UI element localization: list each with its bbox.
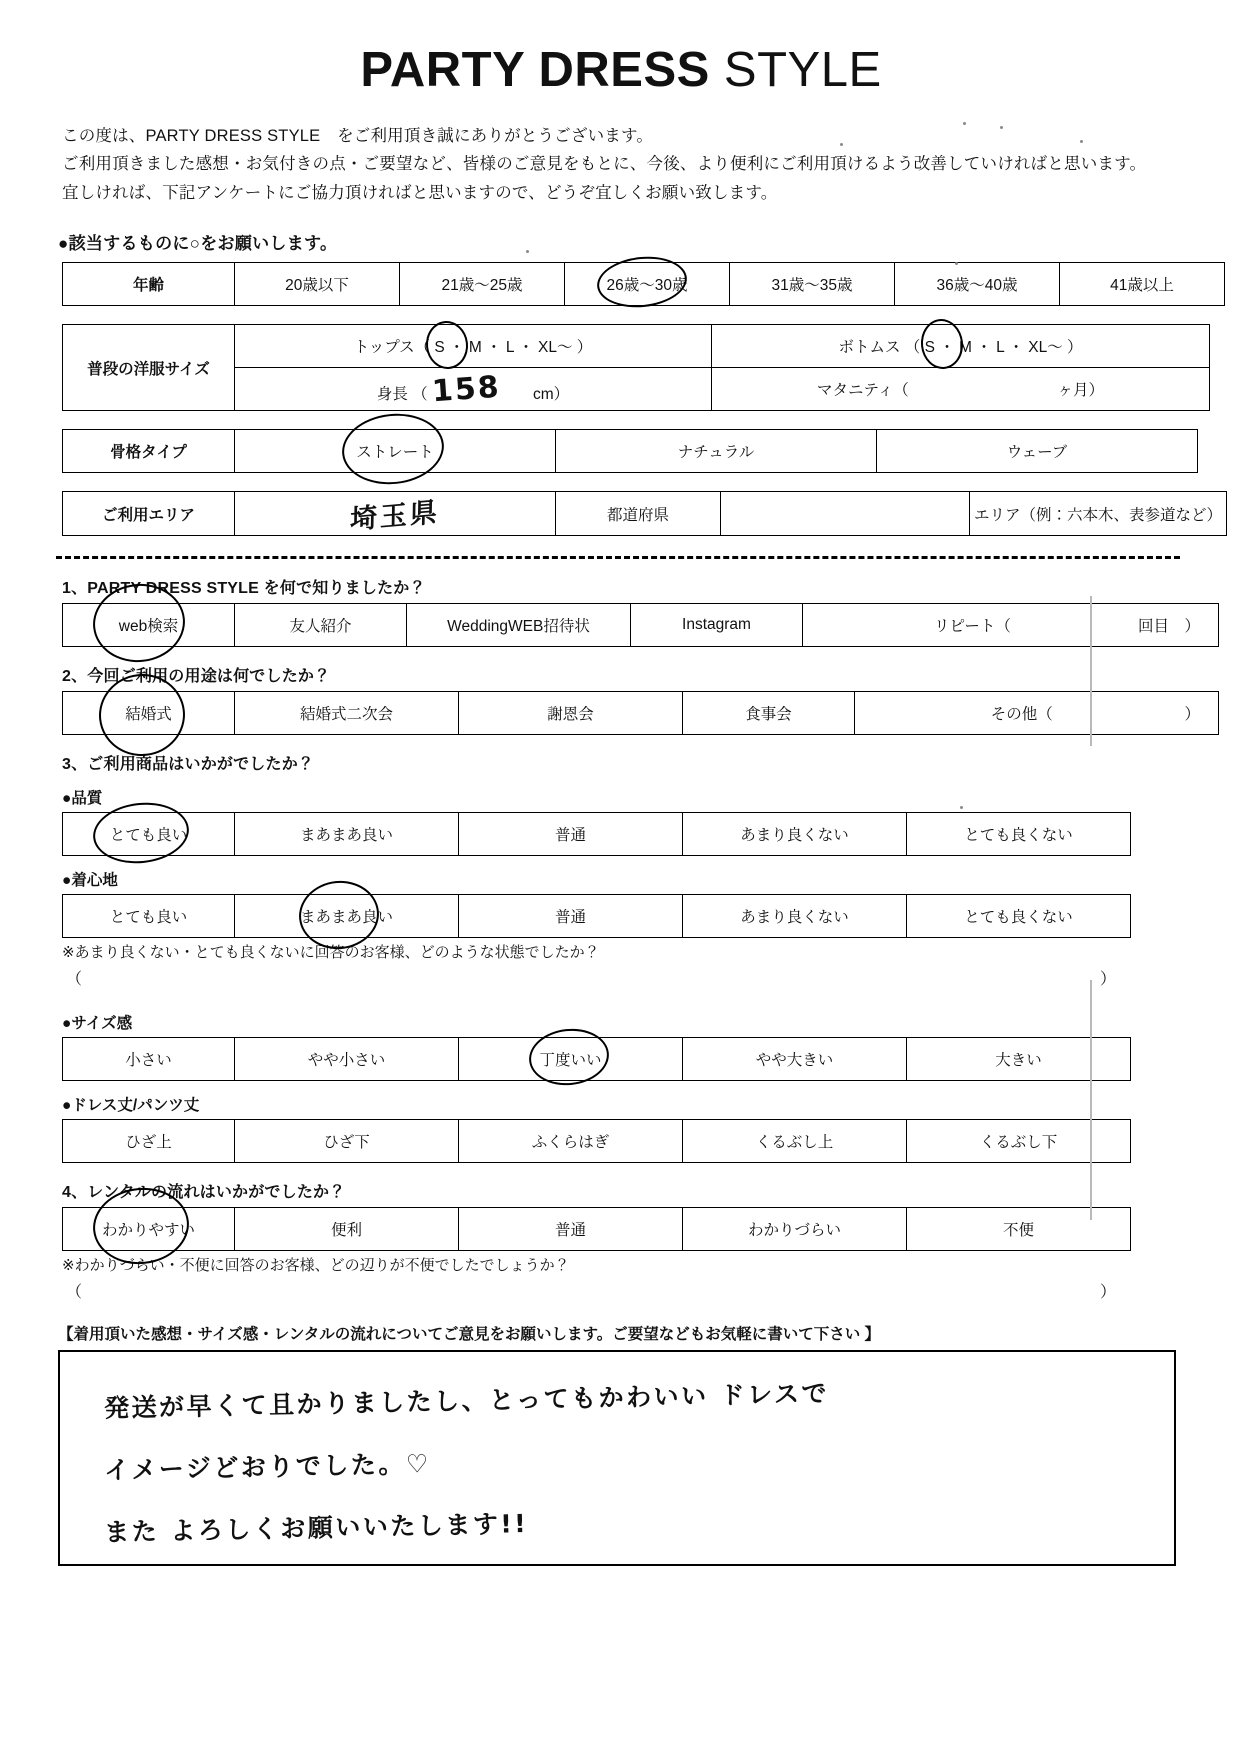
section-divider <box>56 556 1180 559</box>
q3-comfort-option-1-label: まあまあ良い <box>299 909 393 927</box>
q3-comfort-open-left: （ <box>66 971 83 989</box>
age-option-3[interactable]: 31歳〜35歳 <box>730 263 895 306</box>
q3-dress-length-row <box>63 1120 1131 1163</box>
maternity-unit: ヶ月） <box>1057 382 1104 400</box>
q3-dress-length-table <box>62 1119 1131 1163</box>
height-value-handwritten: 158 <box>430 369 502 409</box>
tops-size-cell[interactable] <box>235 325 712 368</box>
q2-other-suffix: ） <box>1184 706 1200 724</box>
clothing-size-label: 普段の洋服サイズ <box>63 325 235 411</box>
maternity-cell[interactable] <box>712 368 1210 411</box>
prefecture-cell[interactable] <box>235 492 556 536</box>
q2-option-3[interactable]: 食事会 <box>683 692 855 735</box>
q3-dress-length-option-0[interactable]: ひざ上 <box>63 1120 235 1163</box>
comment-box[interactable] <box>58 1350 1176 1566</box>
q2-other-label: その他（ <box>990 706 1053 724</box>
age-option-1[interactable]: 21歳〜25歳 <box>400 263 565 306</box>
q1-option-4[interactable] <box>803 604 1219 647</box>
q1-option-2[interactable]: WeddingWEB招待状 <box>407 604 631 647</box>
area-row <box>63 492 1227 536</box>
q3-comfort-option-3[interactable]: あまり良くない <box>683 895 907 938</box>
q2-option-0[interactable] <box>63 692 235 735</box>
age-option-2[interactable] <box>565 263 730 306</box>
intro-line-2: ご利用頂きました感想・お気付きの点・ご要望など、皆様のご意見をもとに、今後、より便利にご利用頂けるよう改善していければと思います。 <box>62 155 1147 174</box>
q2-table <box>62 691 1219 735</box>
q4-open-left: （ <box>66 1284 83 1302</box>
q1-option-0[interactable] <box>63 604 235 647</box>
height-unit: cm） <box>532 385 570 403</box>
q3-size-feel-option-1[interactable]: やや小さい <box>235 1038 459 1081</box>
scan-speck <box>840 143 843 146</box>
q3-dress-length-option-4[interactable]: くるぶし下 <box>907 1120 1131 1163</box>
q2-option-2[interactable]: 謝恩会 <box>459 692 683 735</box>
q3-quality-row <box>63 813 1131 856</box>
q3-size-feel-row <box>63 1038 1131 1081</box>
q3-quality-option-3[interactable]: あまり良くない <box>683 813 907 856</box>
q4-heading: 4、レンタルの流れはいかがでしたか？ <box>62 1184 346 1202</box>
q3-comfort-table <box>62 894 1131 938</box>
page-header <box>0 0 1242 104</box>
q3-quality-label: ●品質 <box>62 790 103 808</box>
brand-title <box>360 42 881 98</box>
q3-dress-length-option-2[interactable]: ふくらはぎ <box>459 1120 683 1163</box>
height-cell[interactable] <box>235 368 712 411</box>
q3-comfort-option-1[interactable] <box>235 895 459 938</box>
brand-title-bold: PARTY DRESS <box>360 43 710 97</box>
q3-dress-length-option-3[interactable]: くるぶし上 <box>683 1120 907 1163</box>
q1-option-3[interactable]: Instagram <box>631 604 803 647</box>
scan-speck <box>960 806 963 809</box>
frame-type-row <box>63 430 1198 473</box>
q4-row <box>63 1208 1131 1251</box>
q3-comfort-open-right: ） <box>1099 971 1116 989</box>
q3-quality-option-0[interactable] <box>63 813 235 856</box>
q1-repeat-suffix: 回目 ） <box>1137 618 1200 636</box>
intro-paragraph <box>62 122 1242 207</box>
frame-type-table <box>62 429 1198 473</box>
area-label: ご利用エリア <box>63 492 235 536</box>
q3-size-feel-option-3[interactable]: やや大きい <box>683 1038 907 1081</box>
q4-option-2[interactable]: 普通 <box>459 1208 683 1251</box>
comment-handwriting <box>104 1378 1144 1564</box>
scan-speck <box>526 250 529 253</box>
q3-comfort-option-4[interactable]: とても良くない <box>907 895 1131 938</box>
profile-section-heading: ●該当するものに○をお願いします。 <box>58 234 338 254</box>
q3-size-feel-option-2[interactable] <box>459 1038 683 1081</box>
q1-repeat-label: リピート（ <box>934 618 1011 636</box>
age-table <box>62 262 1225 306</box>
comment-line-2: イメージどおりでした。♡ <box>103 1449 432 1486</box>
q3-comfort-note: ※あまり良くない・とても良くないに回答のお客様、どのような状態でしたか？ <box>62 944 600 962</box>
age-option-2-label: 26歳〜30歳 <box>606 277 688 295</box>
clothing-size-row-2 <box>63 368 1210 411</box>
scan-speck <box>1080 140 1083 143</box>
q4-open-right: ） <box>1099 1284 1116 1302</box>
q1-option-0-label: web検索 <box>118 618 179 636</box>
q1-heading: 1、PARTY DRESS STYLE を何で知りましたか？ <box>62 580 426 598</box>
clothing-size-table <box>62 324 1210 411</box>
height-label: 身長 （ <box>376 385 428 403</box>
q4-option-4[interactable]: 不便 <box>907 1208 1131 1251</box>
comment-heading: 【着用頂いた感想・サイズ感・レンタルの流れについてご意見をお願いします。ご要望などもお気軽に書いて下さい 】 <box>58 1326 881 1344</box>
q2-option-0-label: 結婚式 <box>125 706 172 724</box>
scan-edge-line <box>1090 980 1092 1220</box>
comment-line-1: 発送が早くて且かりましたし、とってもかわいい ドレスで <box>103 1378 830 1424</box>
q4-open-line[interactable] <box>66 1279 1116 1302</box>
frame-type-option-0-label: ストレート <box>356 444 434 462</box>
q4-option-0-label: わかりやすい <box>101 1222 195 1240</box>
intro-line-3: 宜しければ、下記アンケートにご協力頂ければと思いますので、どうぞ宜しくお願い致します。 <box>62 183 778 202</box>
q3-size-feel-option-4[interactable]: 大きい <box>907 1038 1131 1081</box>
q4-table <box>62 1207 1131 1251</box>
q1-table <box>62 603 1219 647</box>
q3-comfort-row <box>63 895 1131 938</box>
frame-type-option-0[interactable] <box>235 430 556 473</box>
q3-size-feel-option-2-label: 丁度いい <box>539 1052 602 1070</box>
age-label: 年齢 <box>63 263 235 306</box>
q3-quality-option-4[interactable]: とても良くない <box>907 813 1131 856</box>
q3-size-feel-label: ●サイズ感 <box>62 1015 133 1033</box>
q3-dress-length-label: ●ドレス丈/パンツ丈 <box>62 1097 200 1115</box>
brand-title-light: STYLE <box>709 43 882 97</box>
q3-heading: 3、ご利用商品はいかがでしたか？ <box>62 756 315 774</box>
q4-option-3[interactable]: わかりづらい <box>683 1208 907 1251</box>
prefecture-value-handwritten: 埼玉県 <box>349 497 441 537</box>
q2-row <box>63 692 1219 735</box>
age-option-4[interactable]: 36歳〜40歳 <box>895 263 1060 306</box>
intro-line-1: この度は、PARTY DRESS STYLE をご利用頂き誠にありがとうございます。 <box>62 127 654 145</box>
q2-option-1[interactable]: 結婚式二次会 <box>235 692 459 735</box>
clothing-size-row-1 <box>63 325 1210 368</box>
prefecture-label-cell: 都道府県 <box>556 492 721 536</box>
bottoms-size-label: ボトムス （ S ・ M ・ L ・ XL〜 ） <box>838 339 1083 357</box>
age-row <box>63 263 1225 306</box>
q2-option-4[interactable] <box>855 692 1219 735</box>
q3-size-feel-table <box>62 1037 1131 1081</box>
q3-quality-option-0-label: とても良い <box>109 827 188 845</box>
area-value-cell[interactable] <box>721 492 970 536</box>
age-option-5[interactable]: 41歳以上 <box>1060 263 1225 306</box>
q4-option-1[interactable]: 便利 <box>235 1208 459 1251</box>
q2-heading: 2、今回ご利用の用途は何でしたか？ <box>62 668 331 686</box>
bottoms-size-cell[interactable] <box>712 325 1210 368</box>
tops-size-label: トップス（ S ・ M ・ L ・ XL〜 ） <box>353 339 593 357</box>
q4-option-0[interactable] <box>63 1208 235 1251</box>
q1-row <box>63 604 1219 647</box>
q3-comfort-option-0[interactable]: とても良い <box>63 895 235 938</box>
age-option-0[interactable]: 20歳以下 <box>235 263 400 306</box>
q1-option-1[interactable]: 友人紹介 <box>235 604 407 647</box>
q3-quality-option-2[interactable]: 普通 <box>459 813 683 856</box>
q3-quality-option-1[interactable]: まあまあ良い <box>235 813 459 856</box>
q4-note: ※わかりづらい・不便に回答のお客様、どの辺りが不便でしたでしょうか？ <box>62 1257 570 1275</box>
scan-speck <box>963 122 966 125</box>
area-hint-cell: エリア（例：六本木、表参道など） <box>970 492 1227 536</box>
comment-line-3: また よろしくお願いいたします!! <box>103 1509 529 1548</box>
scan-speck <box>1000 126 1003 129</box>
q3-comfort-open-line[interactable] <box>66 966 1116 989</box>
maternity-label: マタニティ（ <box>817 382 909 400</box>
q3-comfort-option-2[interactable]: 普通 <box>459 895 683 938</box>
frame-type-label: 骨格タイプ <box>63 430 235 473</box>
area-table <box>62 491 1227 536</box>
q3-size-feel-option-0[interactable]: 小さい <box>63 1038 235 1081</box>
q3-comfort-label: ●着心地 <box>62 872 118 890</box>
frame-type-option-2[interactable]: ウェーブ <box>877 430 1198 473</box>
frame-type-option-1[interactable]: ナチュラル <box>556 430 877 473</box>
q3-dress-length-option-1[interactable]: ひざ下 <box>235 1120 459 1163</box>
q3-quality-table <box>62 812 1131 856</box>
